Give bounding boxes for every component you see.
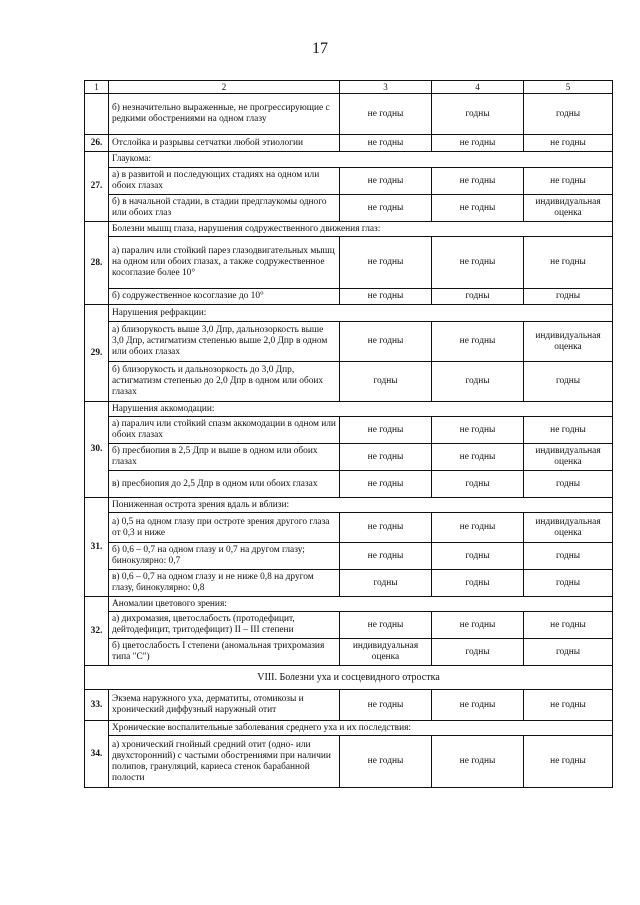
condition-text: а) близорукость выше 3,0 Дпр, дальнозоркость выше 3,0 Дпр, астигматизм степенью выше 2,0 Дпр в одном или обоих глазах <box>109 322 340 362</box>
condition-text: б) пресбиопия в 2,5 Дпр и выше в одном или обоих глазах <box>109 444 340 471</box>
condition-text: б) незначительно выраженные, не прогрессирующие с редкими обострениями на одном глазу <box>109 94 340 135</box>
row-number: 31. <box>85 498 109 597</box>
condition-text: Отслойка и разрывы сетчатки любой этиологии <box>109 135 340 152</box>
table-row <box>85 690 613 721</box>
table-row <box>85 721 613 736</box>
row-number: 34. <box>85 721 109 788</box>
verdict-col3: не годны <box>340 471 432 498</box>
table-row <box>85 471 613 498</box>
verdict-col3: не годны <box>340 417 432 444</box>
row-number: 27. <box>85 152 109 222</box>
verdict-col4: не годны <box>432 612 524 639</box>
verdict-col4: годны <box>432 94 524 135</box>
verdict-col5: не годны <box>524 135 613 152</box>
verdict-col4: годны <box>432 639 524 666</box>
verdict-col4: не годны <box>432 195 524 222</box>
verdict-col3: не годны <box>340 195 432 222</box>
condition-text: б) содружественное косоглазие до 10° <box>109 289 340 305</box>
verdict-col3: индивидуальная оценка <box>340 639 432 666</box>
verdict-col5: годны <box>524 94 613 135</box>
condition-text: а) 0,5 на одном глазу при остроте зрения другого глаза от 0,3 и ниже <box>109 513 340 543</box>
verdict-col4: годны <box>432 570 524 597</box>
verdict-col4: не годны <box>432 513 524 543</box>
table-row <box>85 736 613 788</box>
verdict-col3: не годны <box>340 690 432 721</box>
condition-text: в) пресбиопия до 2,5 Дпр в одном или обоих глазах <box>109 471 340 498</box>
section-title: Глаукома: <box>109 152 613 168</box>
section-title: Болезни мышц глаза, нарушения содружественного движения глаз: <box>109 222 613 237</box>
section-title: Нарушения рефракции: <box>109 305 613 322</box>
verdict-col3: не годны <box>340 237 432 289</box>
medical-fitness-table <box>84 80 613 788</box>
condition-text: б) близорукость и дальнозоркость до 3,0 Дпр, астигматизм степенью до 2,0 Дпр в одном или обоих глазах <box>109 362 340 402</box>
condition-text: б) в начальной стадии, в стадии предглаукомы одного или обоих глаз <box>109 195 340 222</box>
row-number: 29. <box>85 305 109 402</box>
table-row <box>85 402 613 417</box>
verdict-col5: не годны <box>524 168 613 195</box>
verdict-col5: не годны <box>524 612 613 639</box>
section-header-row <box>85 666 613 690</box>
header-col-3: 3 <box>340 81 432 94</box>
verdict-col4: годны <box>432 289 524 305</box>
condition-text: в) 0,6 – 0,7 на одном глазу и не ниже 0,8 на другом глазу, бинокулярно: 0,8 <box>109 570 340 597</box>
row-number: 32. <box>85 597 109 666</box>
condition-text: б) цветослабость I степени (аномальная трихромазия типа "С") <box>109 639 340 666</box>
verdict-col3: не годны <box>340 543 432 570</box>
section-heading: VIII. Болезни уха и сосцевидного отростка <box>85 666 613 690</box>
table-row <box>85 289 613 305</box>
section-title: Хронические воспалительные заболевания среднего уха и их последствия: <box>109 721 613 736</box>
verdict-col3: не годны <box>340 444 432 471</box>
header-col-1: 1 <box>85 81 109 94</box>
verdict-col3: не годны <box>340 322 432 362</box>
table-row <box>85 237 613 289</box>
section-title: Аномалии цветового зрения: <box>109 597 613 612</box>
condition-text: а) дихромазия, цветослабость (протодефицит, дейтодефицит, тритодефицит) II – III степени <box>109 612 340 639</box>
verdict-col5: годны <box>524 639 613 666</box>
table-row <box>85 152 613 168</box>
verdict-col5: индивидуальная оценка <box>524 322 613 362</box>
verdict-col5: годны <box>524 471 613 498</box>
verdict-col4: не годны <box>432 690 524 721</box>
verdict-col5: годны <box>524 543 613 570</box>
verdict-col4: не годны <box>432 736 524 788</box>
verdict-col3: не годны <box>340 168 432 195</box>
verdict-col4: не годны <box>432 168 524 195</box>
condition-text: а) паралич или стойкий парез глазодвигательных мышц на одном или обоих глазах, а также содружественное косоглазие более 10° <box>109 237 340 289</box>
verdict-col4: не годны <box>432 135 524 152</box>
verdict-col4: годны <box>432 543 524 570</box>
row-number: 30. <box>85 402 109 498</box>
header-col-5: 5 <box>524 81 613 94</box>
verdict-col4: не годны <box>432 444 524 471</box>
verdict-col3: не годны <box>340 736 432 788</box>
verdict-col4: не годны <box>432 237 524 289</box>
verdict-col4: годны <box>432 362 524 402</box>
row-number: 26. <box>85 135 109 152</box>
header-row <box>85 81 613 94</box>
table-row <box>85 444 613 471</box>
condition-text: Экзема наружного уха, дерматиты, отомикозы и хронический диффузный наружный отит <box>109 690 340 721</box>
table-row <box>85 135 613 152</box>
verdict-col5: индивидуальная оценка <box>524 195 613 222</box>
verdict-col3: не годны <box>340 513 432 543</box>
condition-text: б) 0,6 – 0,7 на одном глазу и 0,7 на другом глазу; бинокулярно: 0,7 <box>109 543 340 570</box>
verdict-col3: годны <box>340 570 432 597</box>
table-row <box>85 543 613 570</box>
table-row <box>85 417 613 444</box>
verdict-col3: не годны <box>340 94 432 135</box>
row-number: 28. <box>85 222 109 305</box>
verdict-col5: индивидуальная оценка <box>524 513 613 543</box>
header-col-2: 2 <box>109 81 340 94</box>
table-row <box>85 570 613 597</box>
table-row <box>85 168 613 195</box>
row-number: 33. <box>85 690 109 721</box>
verdict-col5: не годны <box>524 237 613 289</box>
verdict-col4: не годны <box>432 417 524 444</box>
verdict-col3: не годны <box>340 135 432 152</box>
verdict-col5: не годны <box>524 417 613 444</box>
condition-text: а) паралич или стойкий спазм аккомодации в одном или обоих глазах <box>109 417 340 444</box>
condition-text: а) хронический гнойный средний отит (одно- или двухсторонний) с частыми обострениями при наличии полипов, грануляций, кариеса стенок барабанной полости <box>109 736 340 788</box>
table-row <box>85 222 613 237</box>
section-title: Нарушения аккомодации: <box>109 402 613 417</box>
verdict-col5: годны <box>524 570 613 597</box>
table-row <box>85 362 613 402</box>
table-row <box>85 597 613 612</box>
verdict-col3: годны <box>340 362 432 402</box>
condition-text: а) в развитой и последующих стадиях на одном или обоих глазах <box>109 168 340 195</box>
verdict-col5: индивидуальная оценка <box>524 444 613 471</box>
table-row <box>85 639 613 666</box>
verdict-col3: не годны <box>340 289 432 305</box>
table-row <box>85 322 613 362</box>
verdict-col5: годны <box>524 289 613 305</box>
table-row <box>85 498 613 513</box>
verdict-col4: годны <box>432 471 524 498</box>
verdict-col3: не годны <box>340 612 432 639</box>
verdict-col5: не годны <box>524 736 613 788</box>
verdict-col4: не годны <box>432 322 524 362</box>
row-number <box>85 94 109 135</box>
verdict-col5: не годны <box>524 690 613 721</box>
page-number: 17 <box>312 40 328 57</box>
header-col-4: 4 <box>432 81 524 94</box>
table-row <box>85 612 613 639</box>
table-row <box>85 94 613 135</box>
table-row <box>85 513 613 543</box>
section-title: Пониженная острота зрения вдаль и вблизи: <box>109 498 613 513</box>
table-row <box>85 305 613 322</box>
table-row <box>85 195 613 222</box>
verdict-col5: годны <box>524 362 613 402</box>
